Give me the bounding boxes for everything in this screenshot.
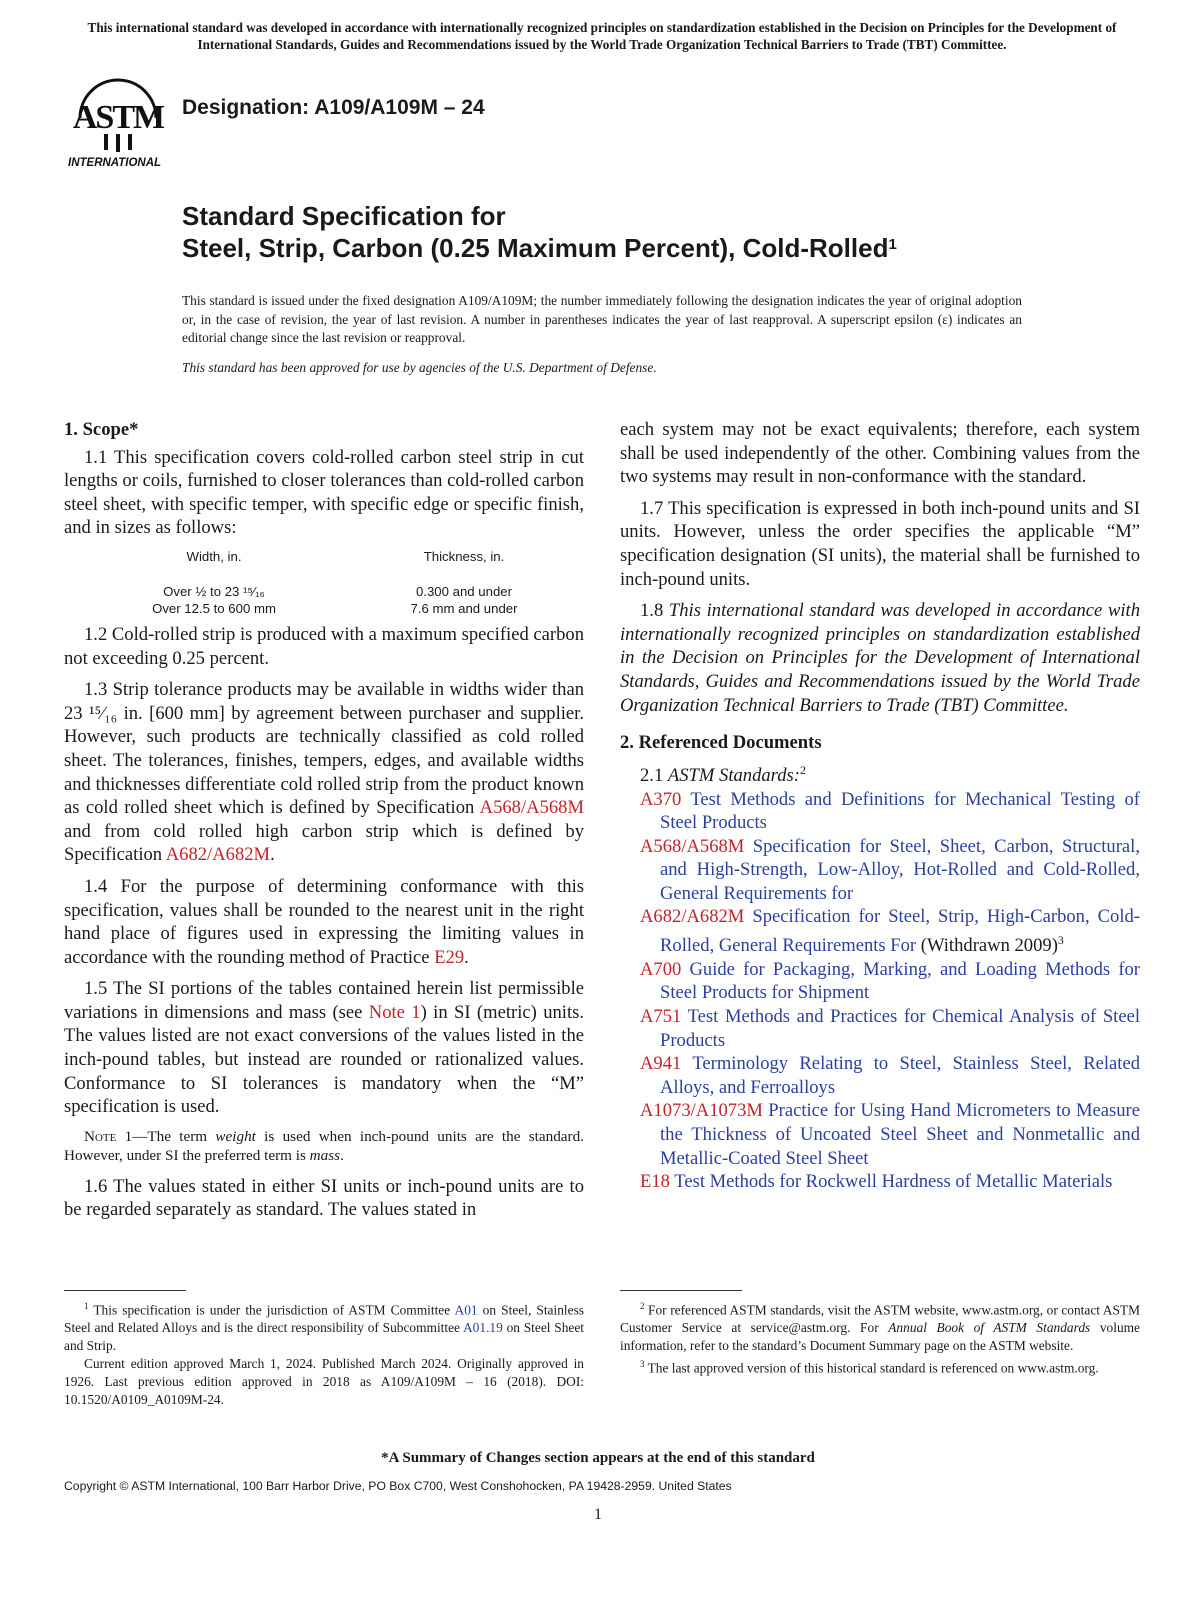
para-1-3: 1.3 Strip tolerance products may be available in widths wider than 23 ¹⁵⁄₁₆ in. [600 mm] by agreement between purchaser and supplier. However, such products are technically classified as cold rolled sheet. The tolerances, finishes, tempers, edges, and available widths and thicknesses differentiate cold rolled strip from the product known as cold rolled sheet which is defined by Specification A568/A568M and from cold rolled high carbon strip which is defined by Specification A682/A682M. bbox=[64, 679, 584, 866]
title-footnote-mark: 1 bbox=[888, 236, 897, 253]
document-title bbox=[182, 200, 897, 264]
copyright-line: Copyright © ASTM International, 100 Barr Harbor Drive, PO Box C700, West Conshohocken, PA 19428-2959. United States bbox=[64, 1479, 732, 1493]
para-1-2: 1.2 Cold-rolled strip is produced with a maximum specified carbon not exceeding 0.25 percent. bbox=[64, 623, 584, 669]
note-label: Note 1 bbox=[84, 1127, 133, 1145]
para-1-6-end: each system may not be exact equivalents; therefore, each system shall be used independently of the other. Combining values from the two systems may result in non-conformance with the standard. bbox=[620, 419, 1140, 488]
ref-code[interactable]: A700 bbox=[640, 958, 682, 980]
para-1-5: 1.5 The SI portions of the tables contained herein list permissible variations in dimensions and mass (see Note 1) in SI (metric) units. The values listed are not exact conversions of the values listed in the inch-pound tables, but instead are rounded or rationalized values. Conformance to SI tolerances is mandatory when the “M” specification is used. bbox=[64, 978, 584, 1118]
astm-logo bbox=[66, 68, 170, 168]
footnote-rule-right bbox=[620, 1290, 742, 1291]
para-1-8: 1.8 This international standard was developed in accordance with internationally recognized principles on standardization established in the Decision on Principles for the Development of International Standards, Guides and Recommendations issued by the World Trade Organization Technical Barriers to Trade (TBT) Committee. bbox=[620, 600, 1141, 716]
link-a682[interactable]: A682/A682M bbox=[165, 844, 271, 866]
para-1-1: 1.1 This specification covers cold-rolled carbon steel strip in cut lengths or coils, furnished to closer tolerances than cold-rolled carbon steel sheet, with specific temper, with specific edge or specific finish, and in sizes as follows: bbox=[64, 446, 584, 539]
logo-letters: ASTM bbox=[72, 99, 164, 136]
size-table-cell: Over ½ to 23 ¹⁵⁄₁₆ bbox=[163, 583, 265, 599]
reference-item bbox=[640, 1052, 1140, 1099]
summary-of-changes-note: *A Summary of Changes section appears at the end of this standard bbox=[381, 1450, 815, 1466]
reference-list bbox=[620, 788, 1140, 1194]
link-note-1[interactable]: Note 1 bbox=[368, 1001, 421, 1023]
ref-title[interactable]: Terminology Relating to Steel, Stainless Steel, Related Alloys, and Ferroalloys bbox=[660, 1053, 1140, 1098]
size-table-cell: 0.300 and under bbox=[415, 583, 513, 599]
dod-approval: This standard has been approved for use by agencies of the U.S. Department of Defense. bbox=[182, 360, 657, 375]
size-table-header-thickness: Thickness, in. bbox=[423, 548, 505, 564]
astm-standards-subheading: 2.1 ASTM Standards:$^2$ bbox=[640, 762, 806, 786]
size-table bbox=[64, 548, 584, 617]
para-1-4: 1.4 For the purpose of determining conformance with this specification, values shall be rounded to the nearest unit in the right hand place of figures used in expressing the limiting values in accordance with the rounding method of Practice E29. bbox=[64, 875, 584, 968]
issuance-statement: This standard is issued under the fixed designation A109/A109M; the number immediately following the designation indicates the year of original adoption or, in the case of revision, the year of last revision. A number in parentheses indicates the year of last reapproval. A superscript epsilon (ε) indicates an editorial change since the last revision or reapproval. bbox=[182, 293, 1022, 346]
reference-item bbox=[640, 1170, 1140, 1194]
ref-code[interactable]: A751 bbox=[640, 1006, 682, 1028]
reference-item bbox=[640, 835, 1140, 906]
ref-title[interactable]: Guide for Packaging, Marking, and Loading Methods for Steel Products for Shipment bbox=[660, 958, 1140, 1004]
ref-code[interactable]: A568/A568M bbox=[640, 835, 745, 857]
reference-item: A682/A682M Specification for Steel, Strip, High-Carbon, Cold-Rolled, General Requirements For (Withdrawn 2009)$^3$ bbox=[640, 906, 1141, 957]
ref-code[interactable]: A1073/A1073M bbox=[640, 1100, 763, 1122]
size-table-header-width: Width, in. bbox=[186, 548, 242, 564]
ref-title[interactable]: Practice for Using Hand Micrometers to Measure the Thickness of Uncoated Steel Sheet and Nonmetallic and Metallic-Coated Steel Sheet bbox=[660, 1100, 1140, 1169]
size-table-cell: Over 12.5 to 600 mm bbox=[152, 600, 276, 616]
reference-item bbox=[640, 788, 1140, 835]
ref-code[interactable]: A370 bbox=[640, 788, 682, 810]
page-number: 1 bbox=[594, 1506, 602, 1523]
footnote-2-3: $^2$ For referenced ASTM standards, visit the ASTM website, www.astm.org, or contact ASTM Customer Service at service@astm.org. For Annual Book of ASTM Standards volume information, refer to the standard’s Document Summary page on the ASTM website. $^3$ The last approved version of this historical standard is referenced on www.astm.org. bbox=[620, 1301, 1140, 1376]
designation: Designation: A109/A109M – 24 bbox=[182, 96, 485, 119]
logo-tagline: INTERNATIONAL bbox=[68, 157, 162, 168]
left-column bbox=[64, 418, 584, 1230]
reference-item bbox=[640, 958, 1140, 1005]
note-1: Note 1—The term weight is used when inch-pound units are the standard. However, under SI the preferred term is mass. bbox=[64, 1127, 584, 1164]
right-column bbox=[620, 418, 1140, 1194]
link-e29[interactable]: E29 bbox=[434, 946, 465, 968]
title-line-2: Steel, Strip, Carbon (0.25 Maximum Percent), Cold-Rolled bbox=[182, 233, 889, 263]
ref-code[interactable]: A682/A682M bbox=[640, 906, 745, 928]
ref-code[interactable]: E18 bbox=[640, 1171, 670, 1193]
ref-title[interactable]: Test Methods and Practices for Chemical Analysis of Steel Products bbox=[660, 1006, 1141, 1051]
footnote-rule-left bbox=[64, 1290, 186, 1291]
ref-title[interactable]: Specification for Steel, Strip, High-Carbon, Cold-Rolled, General Requirements For bbox=[660, 906, 1141, 957]
para-1-6-start: 1.6 The values stated in either SI units or inch-pound units are to be regarded separately as standard. The values stated in bbox=[64, 1175, 584, 1221]
size-table-cell: 7.6 mm and under bbox=[410, 600, 518, 616]
ref-title[interactable]: Specification for Steel, Sheet, Carbon, Structural, and High-Strength, Low-Alloy, Hot-Rolled and Cold-Rolled, General Requirements for bbox=[660, 835, 1140, 904]
refdocs-heading: 2. Referenced Documents bbox=[620, 732, 822, 754]
title-line-1: Standard Specification for bbox=[182, 201, 506, 231]
para-1-7: 1.7 This specification is expressed in both inch-pound units and SI units. However, unless the order specifies the applicable “M” specification designation (SI units), the material shall be furnished to inch-pound units. bbox=[620, 497, 1140, 590]
reference-item bbox=[640, 1005, 1140, 1052]
link-subcommittee-a0119[interactable]: A01.19 bbox=[463, 1320, 503, 1336]
footnote-1: $^1$ This specification is under the jurisdiction of ASTM Committee A01 on Steel, Stainless Steel and Related Alloys and is the direct responsibility of Subcommittee A01.19 on Steel Sheet and Strip. Current edition approved March 1, 2024. Published March 2024. Originally approved in 1926. Last previous edition approved in 2018 as A109/A109M – 16 (2018). DOI: 10.1520/A0109_A0109M-24. bbox=[64, 1301, 584, 1408]
reference-item bbox=[640, 1099, 1140, 1170]
link-committee-a01[interactable]: A01 bbox=[454, 1302, 478, 1318]
ref-code[interactable]: A941 bbox=[640, 1053, 682, 1075]
ref-title[interactable]: Test Methods and Definitions for Mechanical Testing of Steel Products bbox=[660, 788, 1140, 834]
ref-title[interactable]: Test Methods for Rockwell Hardness of Metallic Materials bbox=[674, 1171, 1113, 1193]
scope-heading: 1. Scope* bbox=[64, 419, 139, 440]
link-a568[interactable]: A568/A568M bbox=[479, 797, 584, 819]
wto-banner: This international standard was developed in accordance with internationally recognized principles on standardization established in the Decision on Principles for the Development of International Standards, Guides and Recommendations issued by the World Trade Organization Technical Barriers to Trade (TBT) Committee. bbox=[87, 20, 1117, 52]
